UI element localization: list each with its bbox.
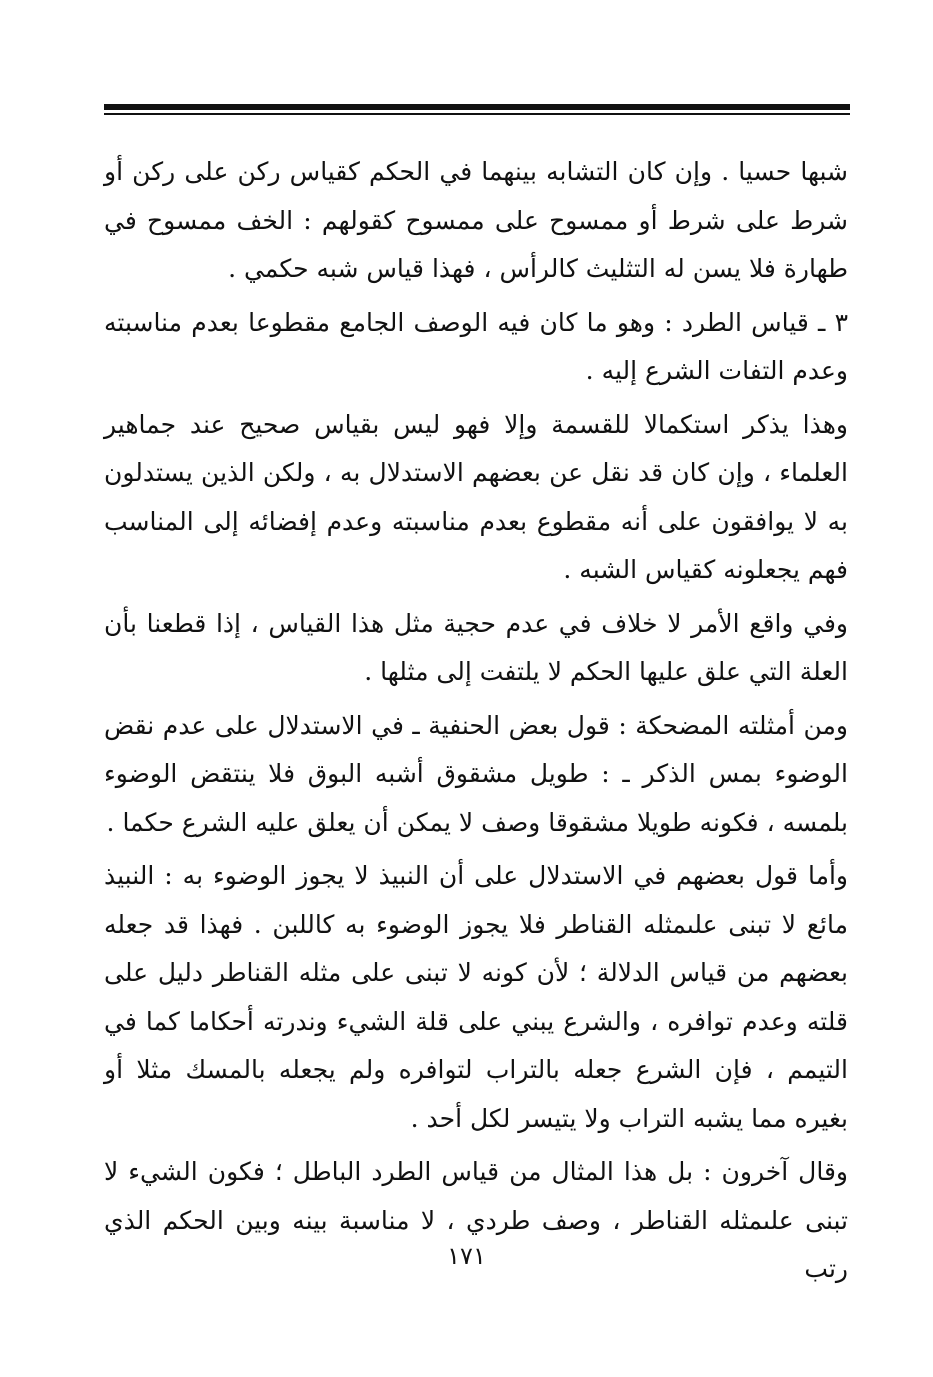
paragraph: وأما قول بعضهم في الاستدلال على أن النبيذ لا يجوز الوضوء به : النبيذ مائع لا تبنى علىمثله القناطر فلا يجوز الوضوء به كاللبن . فهذا قد جعله بعضهم من قياس الدلالة ؛ لأن كونه لا تبنى على مثله القناطر دليل على قلته وعدم توافره ، والشرع يبني على قلة الشيء وندرته أحكاما كما في التيمم ، فإن الشرع جعله بالتراب لتوافره ولم يجعله بالمسك مثلا أو بغيره مما يشبه التراب ولا يتيسر لكل أحد .: [104, 861, 848, 1133]
paragraph: وقال آخرون : بل هذا المثال من قياس الطرد الباطل ؛ فكون الشيء لا تبنى علىمثله القناطر ، وصف طردي ، لا مناسبة بينه وبين الحكم الذي رتب: [104, 1157, 848, 1283]
paragraph: وفي واقع الأمر لا خلاف في عدم حجية مثل هذا القياس ، إذا قطعنا بأن العلة التي علق عليها الحكم لا يلتفت إلى مثلها .: [104, 608, 848, 686]
paragraph: وهذا يذكر استكمالا للقسمة وإلا فهو ليس بقياس صحيح عند جماهير العلماء ، وإن كان قد نقل عن بعضهم الاستدلال به ، ولكن الذين يستدلون به لا يوافقون على أنه مقطوع بعدم مناسبته وعدم إفضائه إلى المناسب فهم يجعلونه كقياس الشبه .: [104, 409, 848, 584]
paragraph: ومن أمثلته المضحكة : قول بعض الحنفية ـ في الاستدلال على عدم نقض الوضوء بمس الذكر ـ : طويل مشقوق أشبه البوق فلا ينتقض الوضوء بلمسه ، فكونه طويلا مشقوقا وصف لا يمكن أن يعلق عليه الشرع حكما .: [104, 710, 848, 837]
paragraph: ٣ ـ قياس الطرد : وهو ما كان فيه الوصف الجامع مقطوعا بعدم مناسبته وعدم التفات الشرع إليه .: [104, 307, 848, 385]
paragraph: شبها حسيا . وإن كان التشابه بينهما في الحكم كقياس ركن على ركن أو شرط على شرط أو ممسوح على ممسوح كقولهم : الخف ممسوح في طهارة فلا يسن له التثليث كالرأس ، فهذا قياس شبه حكمي .: [104, 157, 848, 283]
header-rule-thick: [104, 104, 850, 110]
page-number: ١٧١: [447, 1242, 486, 1270]
header-rule-thin: [104, 113, 850, 115]
page-body: [104, 148, 848, 1294]
